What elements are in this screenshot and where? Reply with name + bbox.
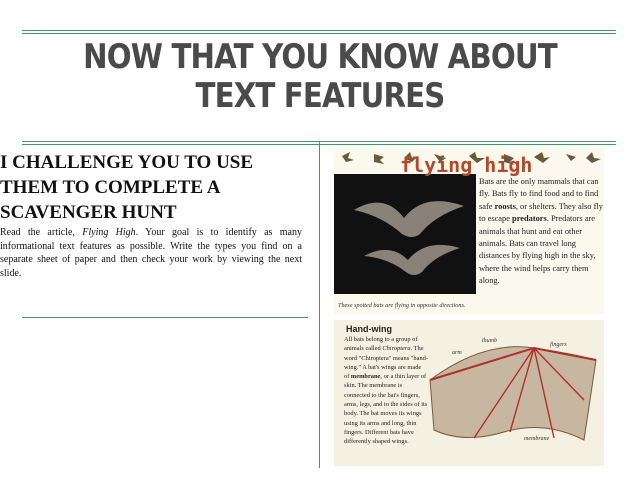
- left-bottom-rule: [22, 317, 308, 318]
- article-title: flying high: [400, 153, 533, 177]
- top-rule-1: [22, 30, 616, 31]
- slide-title: NOW THAT YOU KNOW ABOUT TEXT FEATURES: [83, 37, 557, 116]
- svg-text:membrane: membrane: [524, 436, 550, 442]
- sidebar-title: Hand-wing: [346, 324, 392, 334]
- svg-text:fingers: fingers: [550, 342, 567, 348]
- wing-diagram: Hand-wing All bats belong to a group of animals called Chiroptera. The word "Chiroptera" means "hand-wing." A bat's wings are made of membrane, or a thin layer of skin. The membrane is connected to the bat's fingers, arms, legs, and to the sides of its body. The bat moves its wings using its arms and long, thin fingers. Different bats have differently shaped wings. thumb arm fingers membrane: [334, 320, 604, 466]
- bold-word-roosts: roosts: [494, 201, 516, 211]
- article-image-top: [334, 148, 604, 314]
- photo-caption: These spotted bats are flying in opposite directions.: [338, 302, 466, 309]
- column-divider: [319, 142, 320, 468]
- svg-text:thumb: thumb: [482, 338, 497, 344]
- top-rule-2: [22, 33, 616, 34]
- bold-word-predators: predators: [512, 214, 547, 224]
- instructions-text: Read the article, Flying High. Your goal is to identify as many informational text features as possible. Write the types you find on a separate sheet of paper and then check your work by viewing the next slide.: [0, 227, 302, 279]
- challenge-heading: I CHALLENGE YOU TO USE THEM TO COMPLETE A SCAVENGER HUNT: [0, 152, 254, 223]
- article-image-bottom: [334, 320, 604, 466]
- article-name: Flying High: [82, 227, 136, 238]
- svg-text:arm: arm: [452, 350, 462, 356]
- article-illustration: flying high Bats are the only mammals that can fly. Bats fly to find food and to find safe roosts, or shelters. They also fly to escape predators. Predators are animals that hunt and eat other animals. Bats can travel long distances by flying high in the sky, where the wind helps carry them along. These spotted bats are flying in opposite directions.: [334, 148, 604, 314]
